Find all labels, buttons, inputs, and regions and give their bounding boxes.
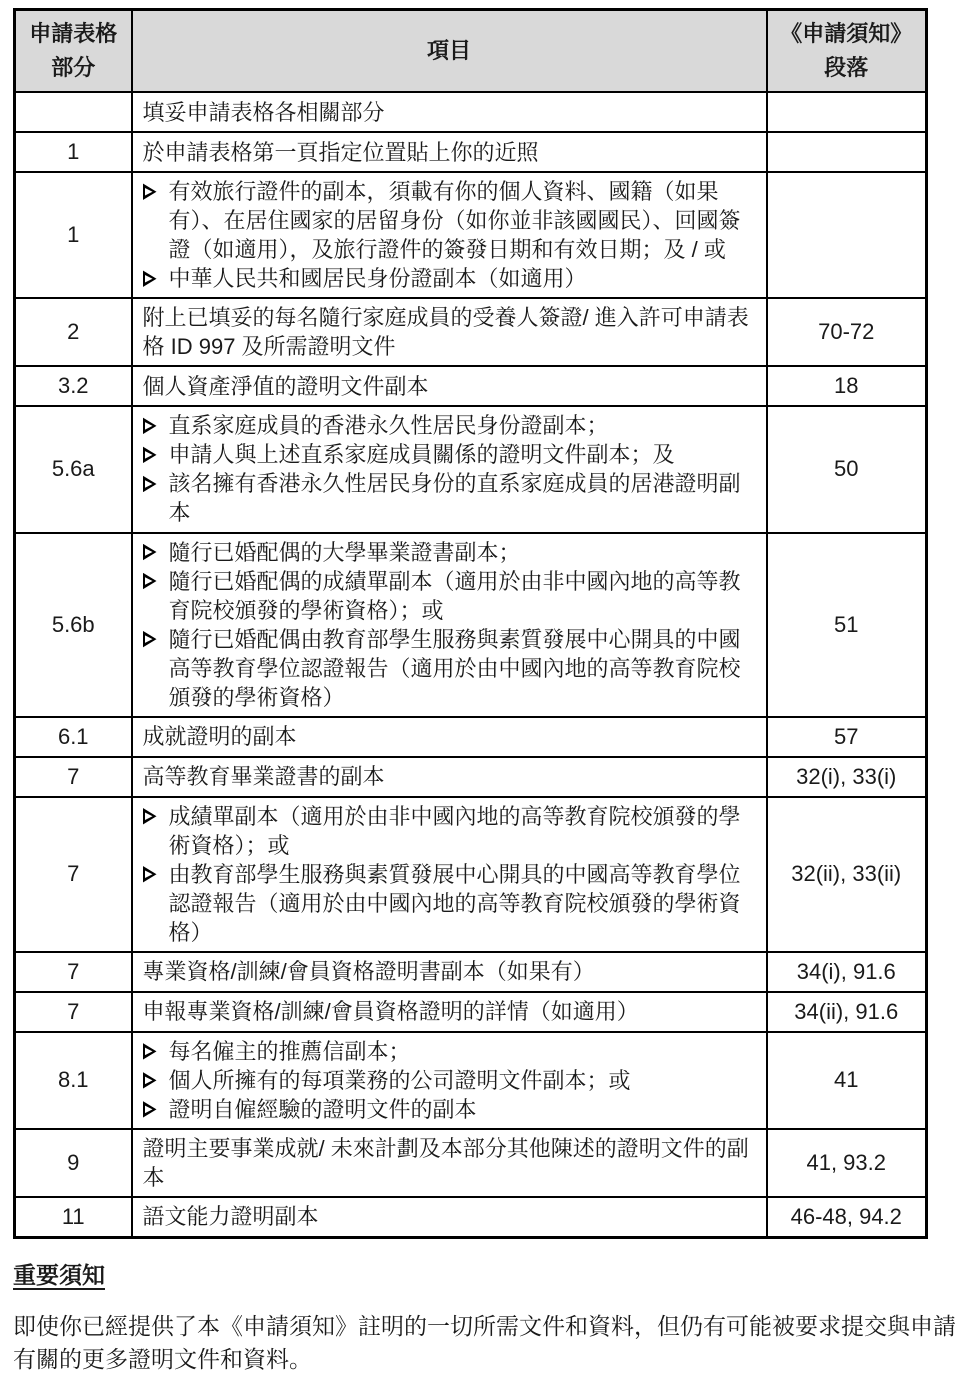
para-cell: 50 [767,406,927,532]
table-row [15,757,927,797]
para-cell [767,172,927,298]
bullet-line [143,538,756,567]
header-guidance-para-line1: 《申請須知》 [772,17,922,51]
important-notice-title: 重要須知 [13,1257,105,1290]
para-cell: 46-48, 94.2 [767,1197,927,1237]
bullet-line [143,1037,756,1066]
para-cell: 32(ii), 33(ii) [767,797,927,952]
item-cell [132,533,767,717]
table-row [15,1032,927,1129]
bullet-line [143,177,756,264]
item-cell [132,132,767,172]
header-form-part-line2: 部分 [20,51,127,85]
form-part-cell: 7 [15,952,132,992]
table-row [15,1129,927,1197]
bullet-arrow-icon [143,631,159,648]
requirements-table [13,8,928,1239]
para-cell: 18 [767,366,927,406]
bullet-line [143,469,756,527]
para-cell: 41, 93.2 [767,1129,927,1197]
form-part-cell: 7 [15,757,132,797]
bullet-text: 隨行已婚配偶的成績單副本（適用於由非中國內地的高等教育院校頒發的學術資格）；或 [169,567,756,625]
bullet-arrow-icon [143,270,159,287]
bullet-text: 隨行已婚配偶的大學畢業證書副本； [169,538,756,567]
para-cell: 57 [767,717,927,757]
para-cell: 34(ii), 91.6 [767,992,927,1032]
table-row [15,717,927,757]
form-part-cell: 8.1 [15,1032,132,1129]
bullet-text: 隨行已婚配偶由教育部學生服務與素質發展中心開具的中國高等教育學位認證報告（適用於由中國內地的高等教育院校頒發的學術資格） [169,625,756,712]
item-text: 申報專業資格/訓練/會員資格證明的詳情（如適用） [143,999,639,1024]
item-cell [132,406,767,532]
bullet-arrow-icon [143,1101,159,1118]
item-cell [132,92,767,132]
bullet-text: 成績單副本（適用於由非中國內地的高等教育院校頒發的學術資格）；或 [169,802,756,860]
item-text: 個人資產淨值的證明文件副本 [143,374,429,399]
bullet-line [143,411,756,440]
bullet-text: 直系家庭成員的香港永久性居民身份證副本； [169,411,756,440]
table-row [15,406,927,532]
form-part-cell: 9 [15,1129,132,1197]
item-cell [132,717,767,757]
para-cell: 32(i), 33(i) [767,757,927,797]
item-cell [132,952,767,992]
bullet-text: 中華人民共和國居民身份證副本（如適用） [169,264,756,293]
header-item: 項目 [132,10,767,93]
table-row [15,132,927,172]
para-cell: 51 [767,533,927,717]
bullet-line [143,802,756,860]
bullet-line [143,264,756,293]
bullet-text: 由教育部學生服務與素質發展中心開具的中國高等教育學位認證報告（適用於由中國內地的高等教育院校頒發的學術資格） [169,860,756,947]
table-row [15,1197,927,1237]
bullet-line [143,1066,756,1095]
bullet-arrow-icon [143,573,159,590]
item-text: 高等教育畢業證書的副本 [143,764,385,789]
item-text: 於申請表格第一頁指定位置貼上你的近照 [143,140,539,165]
table-row [15,172,927,298]
bullet-line [143,860,756,947]
header-form-part-line1: 申請表格 [20,17,127,51]
para-cell: 41 [767,1032,927,1129]
bullet-arrow-icon [143,1043,159,1060]
table-row [15,92,927,132]
bullet-text: 申請人與上述直系家庭成員關係的證明文件副本；及 [169,440,756,469]
item-cell [132,757,767,797]
bullet-arrow-icon [143,808,159,825]
bullet-text: 每名僱主的推薦信副本； [169,1037,756,1066]
bullet-arrow-icon [143,544,159,561]
form-part-cell: 7 [15,797,132,952]
bullet-line [143,625,756,712]
para-cell [767,132,927,172]
form-part-cell: 5.6b [15,533,132,717]
important-notice-section [13,1251,958,1376]
form-part-cell: 5.6a [15,406,132,532]
form-part-cell: 6.1 [15,717,132,757]
important-notice-body: 即使你已經提供了本《申請須知》註明的一切所需文件和資料，但仍有可能被要求提交與申請有關的更多證明文件和資料。 [13,1310,958,1376]
item-text: 語文能力證明副本 [143,1204,319,1229]
para-cell: 34(i), 91.6 [767,952,927,992]
table-row [15,797,927,952]
item-text: 證明主要事業成就/ 未來計劃及本部分其他陳述的證明文件的副本 [143,1136,749,1190]
item-cell [132,298,767,366]
bullet-arrow-icon [143,1072,159,1089]
bullet-arrow-icon [143,866,159,883]
item-text: 附上已填妥的每名隨行家庭成員的受養人簽證/ 進入許可申請表格 ID 997 及所需證明文件 [143,305,749,359]
item-cell [132,172,767,298]
item-cell [132,797,767,952]
bullet-arrow-icon [143,417,159,434]
form-part-cell [15,92,132,132]
header-form-part [15,10,132,93]
form-part-cell: 3.2 [15,366,132,406]
form-part-cell: 1 [15,172,132,298]
bullet-arrow-icon [143,183,159,200]
header-guidance-para-line2: 段落 [772,51,922,85]
para-cell: 70-72 [767,298,927,366]
table-row [15,366,927,406]
table-row [15,992,927,1032]
bullet-line [143,440,756,469]
para-cell [767,92,927,132]
item-cell [132,1129,767,1197]
form-part-cell: 7 [15,992,132,1032]
item-cell [132,366,767,406]
bullet-text: 有效旅行證件的副本，須載有你的個人資料、國籍（如果有）、在居住國家的居留身份（如你並非該國國民）、回國簽證（如適用），及旅行證件的簽發日期和有效日期；及 / 或 [169,177,756,264]
bullet-text: 該名擁有香港永久性居民身份的直系家庭成員的居港證明副本 [169,469,756,527]
bullet-arrow-icon [143,446,159,463]
item-cell [132,1197,767,1237]
item-text: 成就證明的副本 [143,724,297,749]
table-row [15,952,927,992]
form-part-cell: 1 [15,132,132,172]
form-part-cell: 2 [15,298,132,366]
table-row [15,533,927,717]
item-text: 專業資格/訓練/會員資格證明書副本（如果有） [143,959,595,984]
table-row [15,298,927,366]
item-text: 填妥申請表格各相關部分 [143,100,385,125]
bullet-line [143,567,756,625]
header-guidance-para [767,10,927,93]
bullet-arrow-icon [143,475,159,492]
table-header-row [15,10,927,93]
bullet-line [143,1095,756,1124]
item-cell [132,1032,767,1129]
form-part-cell: 11 [15,1197,132,1237]
bullet-text: 證明自僱經驗的證明文件的副本 [169,1095,756,1124]
bullet-text: 個人所擁有的每項業務的公司證明文件副本；或 [169,1066,756,1095]
item-cell [132,992,767,1032]
